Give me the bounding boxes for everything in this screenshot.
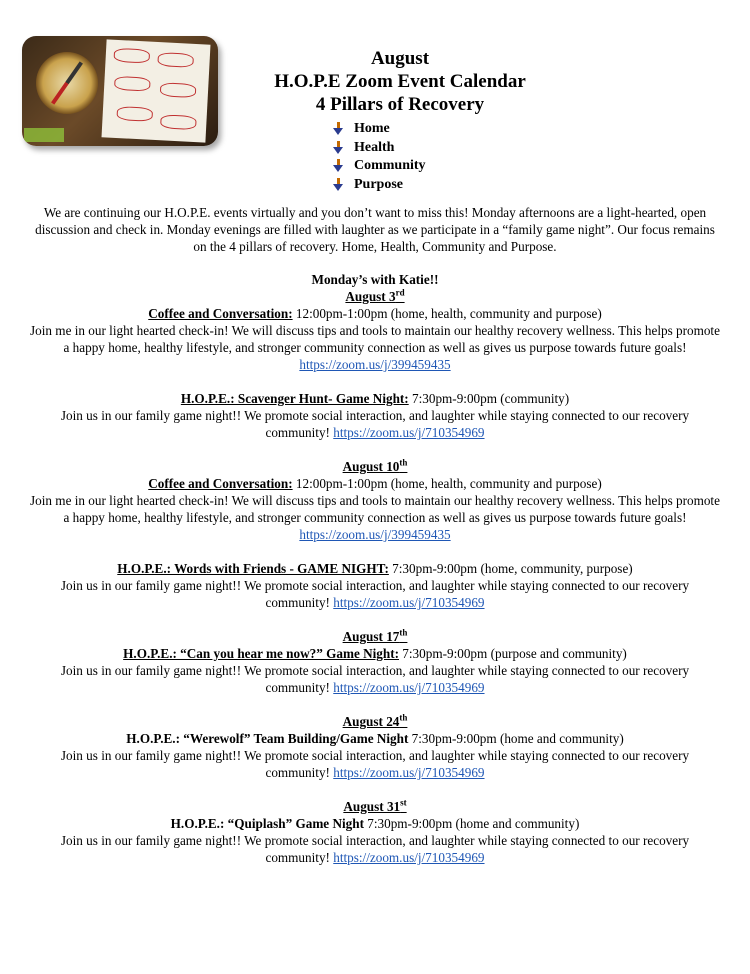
date-heading: August 17th: [342, 627, 408, 644]
arrow-down-icon: [332, 122, 346, 136]
zoom-link[interactable]: https://zoom.us/j/710354969: [333, 765, 485, 780]
event-description: Join us in our family game night!! We promote social interaction, and laughter while staying connected to our recovery community! https://zoom.us/j/710354969: [60, 408, 690, 440]
date-heading: August 3rd: [345, 287, 405, 304]
event-heading: H.O.P.E.: “Can you hear me now?” Game Night: 7:30pm-9:00pm (purpose and community): [123, 646, 627, 661]
event-heading: Coffee and Conversation: 12:00pm-1:00pm (home, health, community and purpose): [148, 476, 602, 491]
arrow-down-icon: [332, 159, 346, 173]
date-heading: August 31st: [343, 797, 407, 814]
event-description: Join us in our family game night!! We promote social interaction, and laughter while staying connected to our recovery community! https://zoom.us/j/710354969: [60, 578, 690, 610]
page-title: H.O.P.E Zoom Event Calendar: [274, 71, 526, 92]
event-heading: H.O.P.E.: “Quiplash” Game Night 7:30pm-9:00pm (home and community): [170, 816, 580, 831]
month-heading: August: [370, 48, 430, 69]
zoom-link[interactable]: https://zoom.us/j/399459435: [299, 357, 451, 372]
event-heading: Coffee and Conversation: 12:00pm-1:00pm (home, health, community and purpose): [148, 306, 602, 321]
pillars-list: [332, 120, 426, 194]
event-heading: H.O.P.E.: Scavenger Hunt- Game Night: 7:30pm-9:00pm (community): [180, 391, 570, 406]
event-description: Join us in our family game night!! We promote social interaction, and laughter while staying connected to our recovery community! https://zoom.us/j/710354969: [60, 833, 690, 865]
list-item: Home: [332, 120, 426, 139]
date-heading: August 10th: [342, 457, 408, 474]
list-item: Health: [332, 139, 426, 158]
list-item: Purpose: [332, 176, 426, 195]
logo-mark: [24, 128, 64, 142]
event-heading: H.O.P.E.: “Werewolf” Team Building/Game Night 7:30pm-9:00pm (home and community): [126, 731, 624, 746]
page-subtitle: 4 Pillars of Recovery: [315, 94, 485, 115]
event-description: Join me in our light hearted check-in! We will discuss tips and tools to maintain our healthy recovery wellness. This helps promote a happy home, healthy lifestyle, and stronger community connection as well as gives us purpose towards future goals! https://zoom.us/j/399459435: [30, 323, 720, 372]
zoom-link[interactable]: https://zoom.us/j/710354969: [333, 595, 485, 610]
arrow-down-icon: [332, 141, 346, 155]
section-title: Monday’s with Katie!!: [311, 272, 439, 287]
date-heading: August 24th: [342, 712, 408, 729]
event-description: Join us in our family game night!! We promote social interaction, and laughter while staying connected to our recovery community! https://zoom.us/j/710354969: [60, 663, 690, 695]
event-description: Join us in our family game night!! We promote social interaction, and laughter while staying connected to our recovery community! https://zoom.us/j/710354969: [60, 748, 690, 780]
arrow-down-icon: [332, 178, 346, 192]
zoom-link[interactable]: https://zoom.us/j/710354969: [333, 425, 485, 440]
event-description: Join me in our light hearted check-in! We will discuss tips and tools to maintain our healthy recovery wellness. This helps promote a happy home, healthy lifestyle, and stronger community connection as well as gives us purpose towards future goals! https://zoom.us/j/399459435: [30, 493, 720, 542]
event-heading: H.O.P.E.: Words with Friends - GAME NIGHT: 7:30pm-9:00pm (home, community, purpose): [117, 561, 633, 576]
zoom-link[interactable]: https://zoom.us/j/710354969: [333, 680, 485, 695]
calendar-body: [30, 204, 720, 866]
zoom-link[interactable]: https://zoom.us/j/710354969: [333, 850, 485, 865]
intro-paragraph: We are continuing our H.O.P.E. events virtually and you don’t want to miss this! Monday afternoons are a light-hearted, open discussion and check in. Monday evenings are filled with laughter as we participate in a “family game night”. Our focus remains on the 4 pillars of recovery. Home, Health, Community and Purpose.: [35, 205, 715, 254]
zoom-link[interactable]: https://zoom.us/j/399459435: [299, 527, 451, 542]
list-item: Community: [332, 157, 426, 176]
